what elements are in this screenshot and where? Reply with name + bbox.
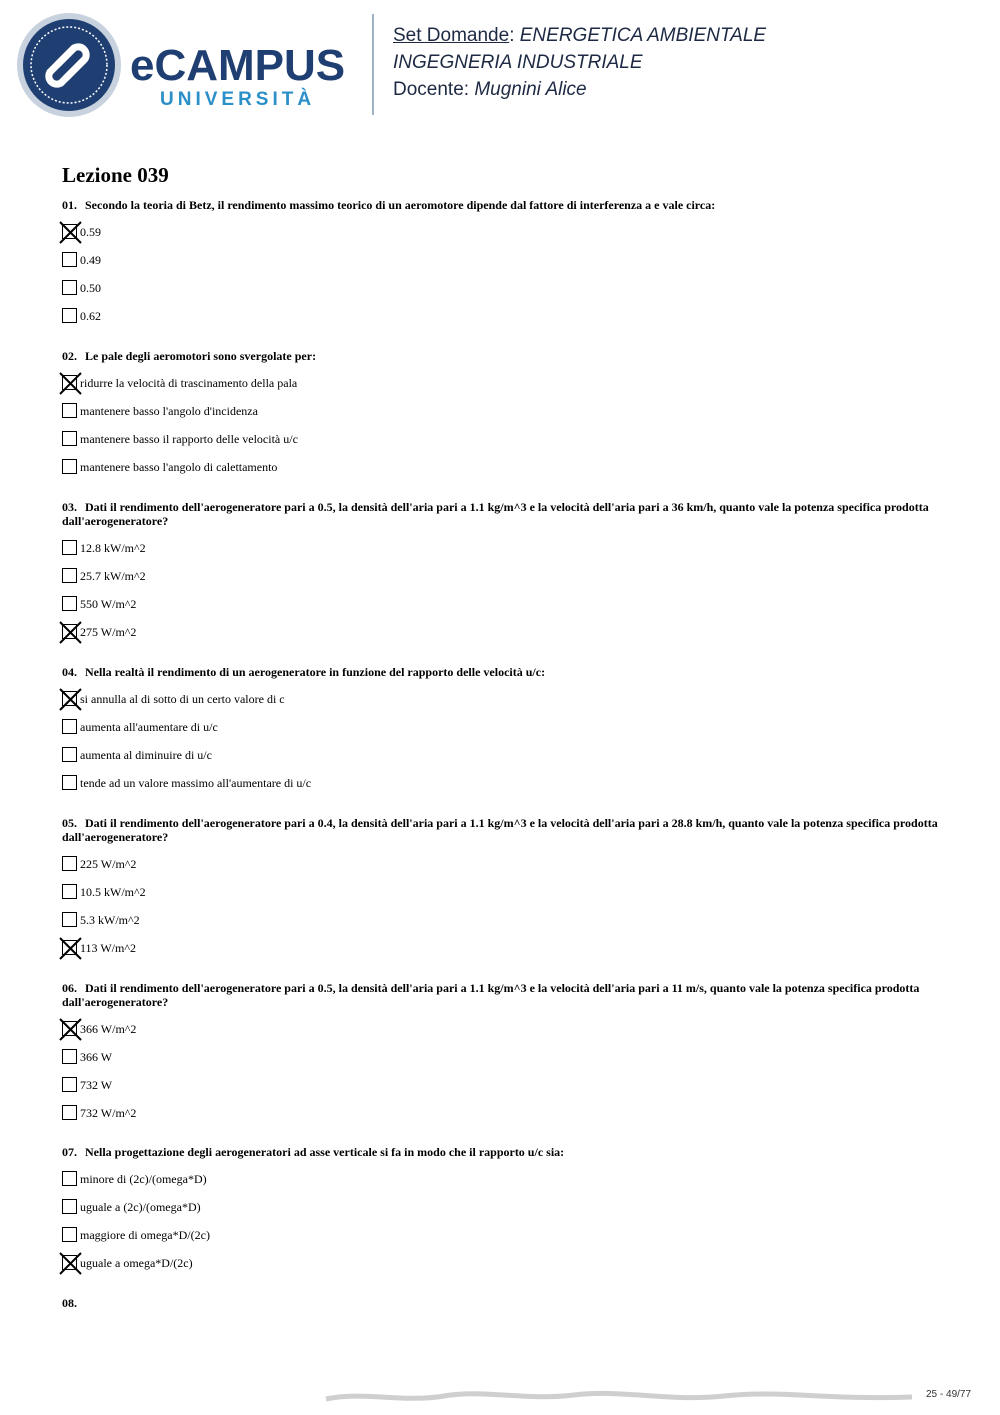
question-body: Dati il rendimento dell'aerogeneratore pari a 0.5, la densità dell'aria pari a 1.1 kg/m^3 e la velocità dell'aria pari a 11 m/s, quanto vale la potenza specifica prodotta dall'aerogeneratore? — [62, 981, 920, 1009]
answer-option[interactable] — [62, 747, 942, 775]
option-label: ridurre la velocità di trascinamento della pala — [80, 376, 298, 390]
checkbox[interactable] — [62, 719, 77, 734]
answer-option[interactable] — [62, 1199, 942, 1227]
checkbox[interactable] — [62, 308, 77, 323]
question-text — [62, 816, 942, 844]
option-label: 550 W/m^2 — [80, 597, 137, 611]
question-body: Dati il rendimento dell'aerogeneratore pari a 0.5, la densità dell'aria pari a 1.1 kg/m^3 e la velocità dell'aria pari a 36 km/h, quanto vale la potenza specifica prodotta dall'aerogeneratore? — [62, 500, 929, 528]
question-body: Secondo la teoria di Betz, il rendimento massimo teorico di un aeromotore dipende dal fattore di interferenza a e vale circa: — [85, 198, 716, 212]
option-label: 732 W/m^2 — [80, 1106, 137, 1120]
answer-option[interactable] — [62, 1171, 942, 1199]
checked-checkbox[interactable] — [62, 940, 77, 955]
checked-checkbox[interactable] — [62, 624, 77, 639]
answer-option[interactable] — [62, 884, 942, 912]
checkbox[interactable] — [62, 1199, 77, 1214]
watermark-scribble — [324, 1387, 914, 1405]
checkbox[interactable] — [62, 1049, 77, 1064]
option-label: 366 W — [80, 1050, 113, 1064]
option-label: minore di (2c)/(omega*D) — [80, 1172, 207, 1186]
option-label: aumenta al diminuire di u/c — [80, 748, 212, 762]
question-text — [62, 1145, 942, 1159]
answer-options — [62, 691, 942, 803]
option-label: 12.8 kW/m^2 — [80, 541, 146, 555]
answer-option[interactable] — [62, 1021, 942, 1049]
question-7 — [62, 1145, 942, 1283]
checkbox[interactable] — [62, 775, 77, 790]
header-info — [393, 22, 766, 103]
page-footer — [320, 1387, 1000, 1407]
answer-option[interactable] — [62, 431, 942, 459]
page-header — [0, 0, 1000, 130]
option-label: 0.62 — [80, 309, 101, 323]
answer-options — [62, 1171, 942, 1283]
question-number: 06. — [62, 981, 77, 995]
checkbox[interactable] — [62, 884, 77, 899]
question-number: 04. — [62, 665, 77, 679]
set-title: ENERGETICA AMBIENTALE — [519, 25, 767, 46]
option-label: tende ad un valore massimo all'aumentare di u/c — [80, 776, 312, 790]
question-number: 03. — [62, 500, 77, 514]
checkbox[interactable] — [62, 252, 77, 267]
ecampus-logo — [14, 12, 364, 117]
checkbox[interactable] — [62, 1227, 77, 1242]
question-text — [62, 981, 942, 1009]
question-text — [62, 349, 942, 363]
answer-option[interactable] — [62, 1255, 942, 1283]
teacher-label: Docente: — [393, 79, 475, 100]
set-colon: : — [509, 25, 520, 46]
checked-checkbox[interactable] — [62, 1021, 77, 1036]
checkbox[interactable] — [62, 1105, 77, 1120]
checkbox[interactable] — [62, 568, 77, 583]
answer-option[interactable] — [62, 856, 942, 884]
checkbox[interactable] — [62, 459, 77, 474]
option-label: 113 W/m^2 — [80, 941, 136, 955]
checkbox[interactable] — [62, 747, 77, 762]
option-label: 366 W/m^2 — [80, 1022, 137, 1036]
answer-option[interactable] — [62, 375, 942, 403]
question-6 — [62, 981, 942, 1133]
answer-option[interactable] — [62, 280, 942, 308]
question-body: Dati il rendimento dell'aerogeneratore pari a 0.4, la densità dell'aria pari a 1.1 kg/m^3 e la velocità dell'aria pari a 28.8 km/h, quanto vale la potenza specifica prodotta dall'aerogeneratore? — [62, 816, 938, 844]
answer-option[interactable] — [62, 1105, 942, 1133]
option-label: uguale a omega*D/(2c) — [80, 1256, 193, 1270]
option-label: si annulla al di sotto di un certo valore di c — [80, 692, 285, 706]
question-1 — [62, 198, 942, 336]
option-label: uguale a (2c)/(omega*D) — [80, 1200, 201, 1214]
option-label: aumenta all'aumentare di u/c — [80, 720, 218, 734]
option-label: 732 W — [80, 1078, 113, 1092]
option-label: 25.7 kW/m^2 — [80, 569, 146, 583]
answer-option[interactable] — [62, 568, 942, 596]
question-number: 07. — [62, 1145, 77, 1159]
teacher-name: Mugnini Alice — [474, 79, 587, 100]
checkbox[interactable] — [62, 403, 77, 418]
checkbox[interactable] — [62, 1171, 77, 1186]
checkbox[interactable] — [62, 912, 77, 927]
option-label: 5.3 kW/m^2 — [80, 913, 140, 927]
page-number: 25 - 49/77 — [926, 1389, 972, 1400]
question-body: Nella progettazione degli aerogeneratori ad asse verticale si fa in modo che il rapporto u/c sia: — [85, 1145, 565, 1159]
checked-checkbox[interactable] — [62, 691, 77, 706]
answer-option[interactable] — [62, 596, 942, 624]
question-number: 05. — [62, 816, 77, 830]
option-label: 225 W/m^2 — [80, 857, 137, 871]
svg-text:eCAMPUS: eCAMPUS — [130, 41, 346, 90]
answer-option[interactable] — [62, 252, 942, 280]
set-label: Set Domande — [393, 25, 510, 46]
checked-checkbox[interactable] — [62, 375, 77, 390]
course-name: INGEGNERIA INDUSTRIALE — [393, 52, 643, 73]
lesson-title: Lezione 039 — [62, 163, 169, 187]
option-label: 0.49 — [80, 253, 101, 267]
answer-option[interactable] — [62, 940, 942, 968]
answer-options — [62, 1021, 942, 1133]
option-label: 10.5 kW/m^2 — [80, 885, 146, 899]
option-label: 0.50 — [80, 281, 101, 295]
answer-option[interactable] — [62, 1227, 942, 1255]
question-number: 01. — [62, 198, 77, 212]
question-body: Nella realtà il rendimento di un aerogeneratore in funzione del rapporto delle velocità u/c: — [85, 665, 546, 679]
answer-option[interactable] — [62, 912, 942, 940]
answer-options — [62, 224, 942, 336]
question-5 — [62, 816, 942, 968]
answer-option[interactable] — [62, 224, 942, 252]
answer-options — [62, 540, 942, 652]
answer-option[interactable] — [62, 719, 942, 747]
answer-option[interactable] — [62, 1049, 942, 1077]
question-text — [62, 500, 942, 528]
option-label: mantenere basso l'angolo d'incidenza — [80, 404, 258, 418]
answer-option[interactable] — [62, 459, 942, 487]
checkbox[interactable] — [62, 1077, 77, 1092]
header-set-line — [393, 22, 766, 49]
answer-option[interactable] — [62, 308, 942, 336]
option-label: mantenere basso l'angolo di calettamento — [80, 460, 278, 474]
question-text — [62, 198, 942, 212]
checked-checkbox[interactable] — [62, 1255, 77, 1270]
checkbox[interactable] — [62, 280, 77, 295]
answer-option[interactable] — [62, 624, 942, 652]
checkbox[interactable] — [62, 856, 77, 871]
checked-checkbox[interactable] — [62, 224, 77, 239]
question-3 — [62, 500, 942, 652]
answer-options — [62, 375, 942, 487]
question-4 — [62, 665, 942, 803]
answer-option[interactable] — [62, 775, 942, 803]
checkbox[interactable] — [62, 596, 77, 611]
answer-option[interactable] — [62, 540, 942, 568]
answer-options — [62, 856, 942, 968]
teacher-line — [393, 76, 766, 103]
answer-option[interactable] — [62, 1077, 942, 1105]
option-label: maggiore di omega*D/(2c) — [80, 1228, 210, 1242]
next-question-number: 08. — [62, 1296, 77, 1310]
checkbox[interactable] — [62, 431, 77, 446]
header-divider — [372, 14, 374, 115]
answer-option[interactable] — [62, 691, 942, 719]
question-text — [62, 665, 942, 679]
checkbox[interactable] — [62, 540, 77, 555]
question-body: Le pale degli aeromotori sono svergolate per: — [85, 349, 317, 363]
question-2 — [62, 349, 942, 487]
option-label: mantenere basso il rapporto delle velocità u/c — [80, 432, 298, 446]
answer-option[interactable] — [62, 403, 942, 431]
option-label: 275 W/m^2 — [80, 625, 137, 639]
svg-text:UNIVERSITÀ: UNIVERSITÀ — [160, 89, 316, 110]
option-label: 0.59 — [80, 225, 101, 239]
question-number: 02. — [62, 349, 77, 363]
